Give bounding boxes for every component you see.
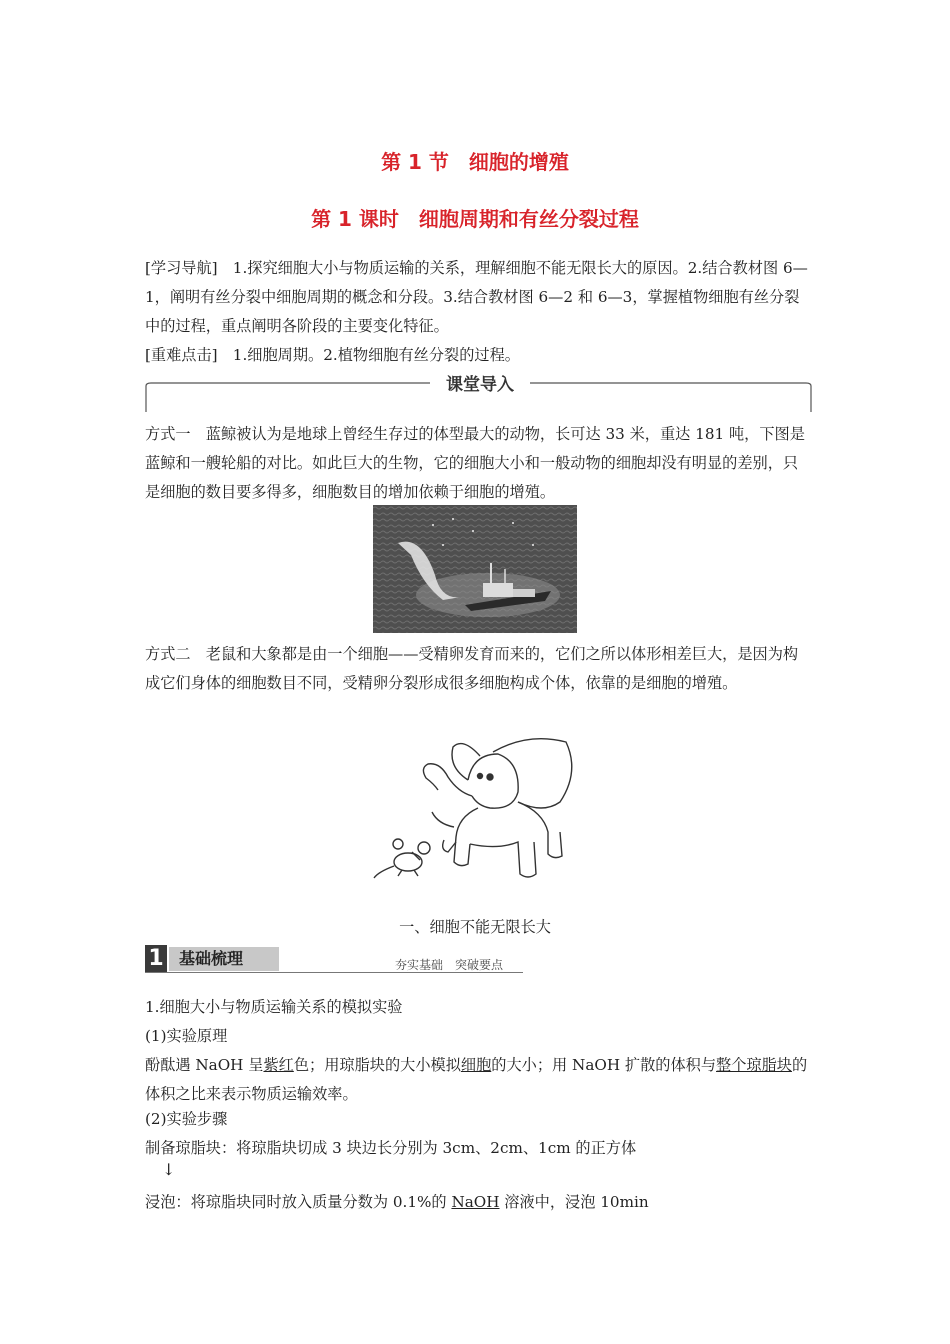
class-intro-banner: [145, 372, 812, 414]
step-1: 制备琼脂块：将琼脂块切成 3 块边长分别为 3cm、2cm、1cm 的正方体: [145, 1139, 637, 1157]
section-title: 第 1 节 细胞的增殖: [381, 150, 569, 174]
principle-blank-3: 整个琼脂块: [716, 1056, 792, 1074]
principle-text: [145, 1051, 810, 1109]
learning-guide: [学习导航] 1.探究细胞大小与物质运输的关系，理解细胞不能无限长大的原因。2.结合教材图 6—1，阐明有丝分裂中细胞周期的概念和分段。3.结合教材图 6—2 和 6—3，掌握植物细胞有丝分裂中的过程，重点阐明各阶段的主要变化特征。: [145, 259, 808, 335]
intro-method-1: 方式一 蓝鲸被认为是地球上曾经生存过的体型最大的动物，长可达 33 米，重达 181 吨，下图是蓝鲸和一艘轮船的对比。如此巨大的生物，它的细胞大小和一般动物的细胞却没有明显的差别，只是细胞的数目要多得多，细胞数目的增加依赖于细胞的增殖。: [145, 425, 805, 501]
section-label: 基础梳理: [169, 947, 279, 971]
step-2-part-1: 浸泡：将琼脂块同时放入质量分数为 0.1%的: [145, 1193, 452, 1211]
item-1: 1.细胞大小与物质运输关系的模拟实验: [145, 998, 403, 1016]
key-points: [重难点击] 1.细胞周期。2.植物细胞有丝分裂的过程。: [145, 346, 520, 364]
down-arrow-icon: ↓: [162, 1160, 176, 1179]
step-2-part-2: 溶液中，浸泡 10min: [499, 1193, 649, 1211]
lesson-title: 第 1 课时 细胞周期和有丝分裂过程: [311, 207, 639, 231]
banner-title: 课堂导入: [430, 370, 530, 395]
section-number-badge: 1: [145, 945, 167, 973]
principle-blank-1: 紫红: [263, 1056, 294, 1074]
step-2-blank: NaOH: [451, 1193, 500, 1211]
subheading: 一、细胞不能无限长大: [399, 918, 551, 936]
principle-blank-2: 细胞: [460, 1056, 492, 1074]
whale-ship-photo: [373, 505, 577, 633]
mouse-elephant-illustration: [368, 732, 583, 884]
principle-part-1: 酚酞遇 NaOH 呈: [145, 1056, 264, 1074]
basic-review-header: [145, 945, 525, 975]
intro-method-2: 方式二 老鼠和大象都是由一个细胞——受精卵发育而来的，它们之所以体形相差巨大，是因为构成它们身体的细胞数目不同，受精卵分裂形成很多细胞构成个体，依靠的是细胞的增殖。: [145, 645, 799, 692]
principle-part-2: 色；用琼脂块的大小模拟: [293, 1056, 461, 1074]
step-2: [145, 1188, 810, 1217]
principle-part-3: 的大小；用 NaOH 扩散的体积与: [491, 1056, 717, 1074]
item-1-1: (1)实验原理: [145, 1027, 228, 1045]
section-tagline: 夯实基础 突破要点: [395, 958, 504, 972]
item-1-2: (2)实验步骤: [145, 1110, 228, 1128]
principle-part-4: 的体积之比来表示物质运输效率。: [145, 1056, 808, 1103]
